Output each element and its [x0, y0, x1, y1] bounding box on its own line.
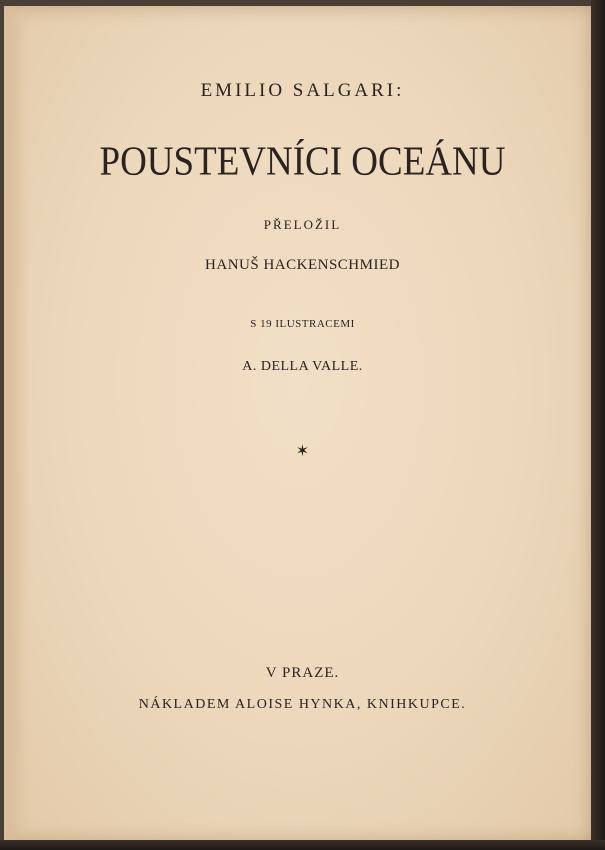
- translated-by-label: PŘELOŽIL: [263, 217, 342, 232]
- illustrator-name: A. DELLA VALLE.: [242, 359, 363, 374]
- publisher-line: NÁKLADEM ALOISE HYNKA, KNIHKUPCE.: [138, 697, 467, 712]
- author-name: EMILIO SALGARI:: [200, 80, 405, 101]
- binding-edge-bottom: [0, 840, 605, 850]
- star-ornament-icon: ✶: [295, 443, 310, 460]
- translator-name: HANUŠ HACKENSCHMIED: [205, 257, 400, 273]
- book-title: POUSTEVNÍCI OCEÁNU: [99, 138, 506, 185]
- page-gutter: [4, 6, 30, 842]
- illustrations-note: S 19 ILUSTRACEMI: [250, 318, 355, 330]
- binding-edge-right: [591, 0, 605, 850]
- publication-city: V PRAZE.: [265, 665, 340, 681]
- title-page: [4, 6, 592, 842]
